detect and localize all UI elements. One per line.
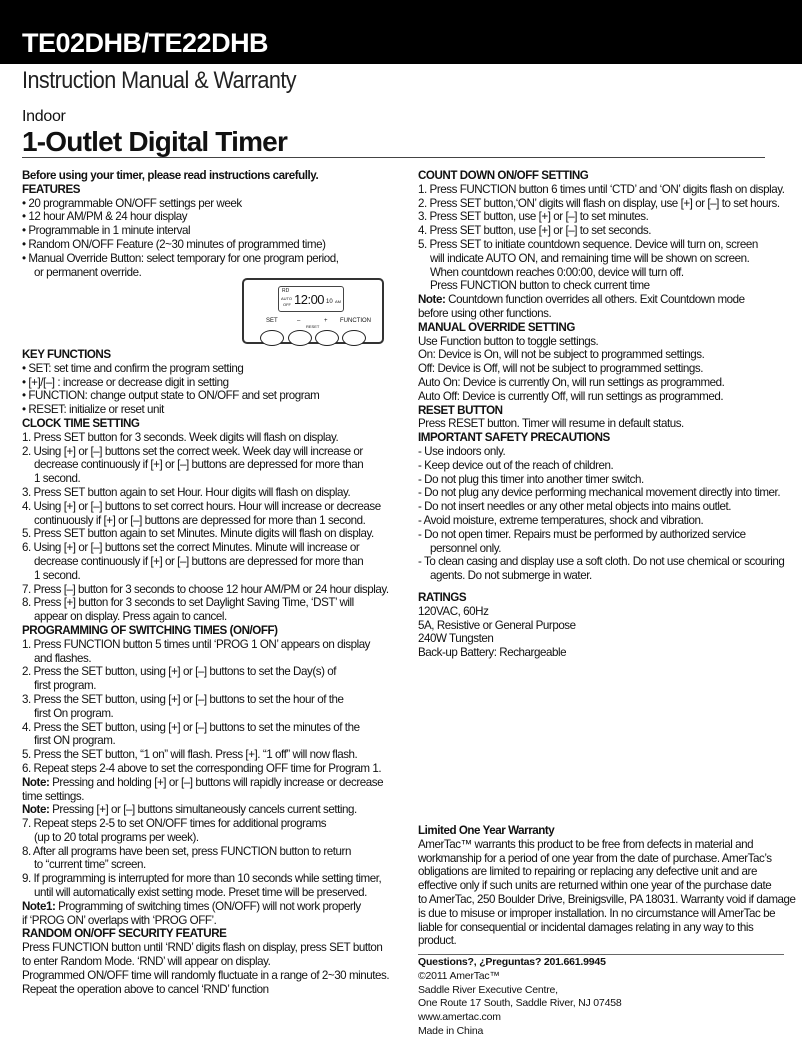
text-line: 2. Using [+] or [–] buttons set the correct week. Week day will increase or — [22, 444, 363, 458]
text-line: 7. Repeat steps 2-5 to set ON/OFF times for additional programs — [22, 817, 327, 831]
plus-button — [315, 330, 339, 346]
text-line: decrease continuously if [+] or [–] buttons are depressed for more than — [34, 458, 364, 472]
text-line: 3. Press the SET button, using [+] or [–] buttons to set the hour of the — [22, 692, 344, 706]
text-line: continuously if [+] or [–] buttons are depressed for more than 1 second. — [34, 513, 366, 527]
text-line: 5. Press the SET button, “1 on” will flash. Press [+]. “1 off” will now flash. — [22, 748, 358, 762]
reset-label: RESET — [306, 324, 320, 329]
text-line: 6. Using [+] or [–] buttons set the correct Minutes. Minute will increase or — [22, 541, 360, 555]
minus-label: – — [297, 318, 301, 324]
text-line: 6. Repeat steps 2-4 above to set the corresponding OFF time for Program 1. — [22, 761, 382, 775]
text-line: On: Device is On, will not be subject to programmed settings. — [418, 348, 705, 362]
text-line: Repeat the operation above to cancel ‘RND’ function — [22, 982, 269, 996]
text-line: first ON program. — [34, 734, 116, 748]
section-heading: Questions?, ¿Preguntas? 201.661.9945 — [418, 956, 606, 968]
text-line: 1 second. — [34, 472, 81, 486]
note-text: Pressing and holding [+] or [–] buttons will rapidly increase or decrease — [49, 775, 384, 789]
text-line: to “current time” screen. — [34, 858, 146, 872]
text-line: to AmerTac, 250 Boulder Drive, Breinigsville, PA 18031. Warranty void if damage — [418, 892, 796, 906]
text-line: obligations are limited to repairing or replacing any defective unit and are — [418, 865, 757, 879]
text-line — [418, 293, 785, 307]
text-line: • [+]/[–] : increase or decrease digit in setting — [22, 375, 229, 389]
text-line: AmerTac™ warrants this product to be free from defects in material and — [418, 837, 754, 851]
text-line: 5. Press SET to initiate countdown sequence. Device will turn on, screen — [418, 237, 758, 251]
text-line: Auto On: Device is currently On, will run settings as programmed. — [418, 375, 725, 389]
timer-illustration — [242, 278, 384, 344]
lcd-rnd: RD — [282, 288, 290, 294]
text-line: personnel only. — [430, 541, 502, 555]
text-line: (up to 20 total programs per week). — [34, 830, 199, 844]
text-line — [22, 776, 389, 790]
text-line: 240W Tungsten — [418, 632, 494, 646]
text-line: to enter Random Mode. ‘RND’ will appear on display. — [22, 955, 271, 969]
text-line — [22, 900, 389, 914]
text-line: product. — [418, 934, 457, 948]
text-line: appear on display. Press again to cancel. — [34, 610, 227, 624]
section-heading: MANUAL OVERRIDE SETTING — [418, 320, 575, 334]
text-line: effective only if such units are returned within one year of the purchase date — [418, 879, 772, 893]
text-line: Press FUNCTION button until ‘RND’ digits flash on display, press SET button — [22, 941, 383, 955]
text-line: ©2011 AmerTac™ — [418, 969, 500, 982]
text-line: Programmed ON/OFF time will randomly fluctuate in a range of 2~30 minutes. — [22, 968, 390, 982]
text-line: 3. Press SET button, use [+] or [–] to set minutes. — [418, 210, 649, 224]
text-line: Made in China — [418, 1024, 484, 1037]
text-line: • 12 hour AM/PM & 24 hour display — [22, 210, 188, 224]
text-line: 3. Press SET button again to set Hour. Hour digits will flash on display. — [22, 485, 351, 499]
text-line: or permanent override. — [34, 265, 142, 279]
text-line: Press RESET button. Timer will resume in default status. — [418, 417, 684, 431]
lcd-display — [278, 286, 344, 312]
note-text: Programming of switching times (ON/OFF) will not work properly — [55, 899, 361, 913]
text-line: 5. Press SET button again to set Minutes. Minute digits will flash on display. — [22, 527, 374, 541]
text-line: • Manual Override Button: select temporary for one program period, — [22, 251, 339, 265]
text-line: 7. Press [–] button for 3 seconds to choose 12 hour AM/PM or 24 hour display. — [22, 582, 389, 596]
set-label: SET — [266, 318, 278, 324]
lcd-auto: AUTO — [281, 296, 293, 301]
text-line: - Keep device out of the reach of children. — [418, 458, 614, 472]
text-line — [418, 583, 785, 591]
section-heading: RATINGS — [418, 590, 467, 604]
minus-button — [288, 330, 312, 346]
text-line: - Do not plug any device performing mechanical movement directly into timer. — [418, 486, 781, 500]
note-label: Note1: — [22, 899, 56, 913]
text-line: first program. — [34, 679, 96, 693]
text-line: www.amertac.com — [418, 1011, 501, 1024]
product-title: 1-Outlet Digital Timer — [22, 126, 288, 157]
warranty-section — [418, 824, 796, 948]
text-line: will indicate AUTO ON, and remaining time will be shown on screen. — [430, 251, 750, 265]
text-line: • RESET: initialize or reset unit — [22, 403, 164, 417]
text-line: 1. Press SET button for 3 seconds. Week digits will flash on display. — [22, 430, 339, 444]
text-line: Saddle River Executive Centre, — [418, 983, 558, 996]
section-heading: IMPORTANT SAFETY PRECAUTIONS — [418, 431, 610, 445]
lcd-off: OFF — [283, 302, 291, 307]
text-line: agents. Do not submerge in water. — [430, 569, 592, 583]
model-number: TE02DHB/TE22DHB — [22, 28, 269, 58]
text-line: 9. If programming is interrupted for more than 10 seconds while setting timer, — [22, 872, 382, 886]
text-line: 2. Press the SET button, using [+] or [–] buttons to set the Day(s) of — [22, 665, 337, 679]
text-line: decrease continuously if [+] or [–] buttons are depressed for more than — [34, 554, 364, 568]
instructions-left — [22, 348, 389, 996]
header-bar — [0, 0, 802, 64]
lcd-time: 12:00 — [294, 292, 325, 307]
text-line: until will automatically exist setting mode. Preset time will be preserved. — [34, 886, 367, 900]
text-line: before using other functions. — [418, 306, 552, 320]
text-line: - Avoid moisture, extreme temperatures, shock and vibration. — [418, 513, 704, 527]
text-line: 1. Press FUNCTION button 5 times until ‘PROG 1 ON’ appears on display — [22, 637, 371, 651]
section-heading: PROGRAMMING OF SWITCHING TIMES (ON/OFF) — [22, 623, 278, 637]
text-line: When countdown reaches 0:00:00, device will turn off. — [430, 265, 684, 279]
note-label: Note: — [22, 775, 50, 789]
title-divider — [22, 157, 765, 158]
text-line: 120VAC, 60Hz — [418, 604, 489, 618]
text-line: - To clean casing and display use a soft cloth. Do not use chemical or scouring — [418, 555, 785, 569]
text-line — [22, 803, 389, 817]
text-line: if ‘PROG ON’ overlaps with ‘PROG OFF’. — [22, 913, 217, 927]
function-button — [342, 330, 366, 346]
document-subtitle: Instruction Manual & Warranty — [22, 67, 297, 94]
section-heading: RESET BUTTON — [418, 403, 503, 417]
text-line: • Programmable in 1 minute interval — [22, 224, 191, 238]
text-line: - Use indoors only. — [418, 444, 506, 458]
text-line: 8. Press [+] button for 3 seconds to set Daylight Saving Time, ‘DST’ will — [22, 596, 354, 610]
lcd-ampm: AM — [335, 299, 341, 304]
note-label: Note: — [22, 803, 50, 817]
section-heading: KEY FUNCTIONS — [22, 348, 111, 361]
text-line: • 20 programmable ON/OFF settings per week — [22, 196, 242, 210]
text-line: Auto Off: Device is currently Off, will run settings as programmed. — [418, 389, 724, 403]
text-line: • FUNCTION: change output state to ON/OFF and set program — [22, 389, 320, 403]
text-line: first On program. — [34, 706, 114, 720]
text-line: liable for consequential or incidental damages relating in any way to this — [418, 920, 754, 934]
text-line: 1. Press FUNCTION button 6 times until ‘CTD’ and ‘ON’ digits flash on display. — [418, 182, 785, 196]
note-text: Pressing [+] or [–] buttons simultaneously cancels current setting. — [49, 803, 357, 817]
text-line: workmanship for a period of one year from the date of purchase. AmerTac’s — [418, 851, 772, 865]
note-label: Note: — [418, 293, 446, 307]
section-heading: Before using your timer, please read instructions carefully. — [22, 169, 319, 182]
text-line: is due to misuse or improper installation. In no circumstance will AmerTac be — [418, 906, 776, 920]
text-line: Off: Device is Off, will not be subject to programmed settings. — [418, 362, 704, 376]
text-line: 5A, Resistive or General Purpose — [418, 618, 576, 632]
section-heading: RANDOM ON/OFF SECURITY FEATURE — [22, 927, 227, 941]
text-line: Back-up Battery: Rechargeable — [418, 646, 567, 660]
section-heading: FEATURES — [22, 182, 81, 196]
contact-footer — [418, 957, 622, 1040]
plus-label: + — [324, 318, 328, 324]
text-line: - Do not plug this timer into another timer switch. — [418, 472, 644, 486]
text-line: Use Function button to toggle settings. — [418, 334, 599, 348]
text-line: 4. Using [+] or [–] buttons to set correct hours. Hour will increase or decrease — [22, 499, 381, 513]
text-line: 1 second. — [34, 568, 81, 582]
section-heading: COUNT DOWN ON/OFF SETTING — [418, 169, 589, 182]
section-heading: Limited One Year Warranty — [418, 824, 555, 837]
lcd-seconds: 10 — [326, 299, 333, 305]
text-line: and flashes. — [34, 651, 92, 665]
text-line: - Do not insert needles or any other metal objects into mains outlet. — [418, 500, 732, 514]
section-heading: CLOCK TIME SETTING — [22, 416, 140, 430]
instructions-right — [418, 169, 785, 660]
text-line: One Route 17 South, Saddle River, NJ 07458 — [418, 997, 622, 1010]
footer-divider — [418, 954, 784, 955]
note-text: Countdown function overrides all others. Exit Countdown mode — [445, 293, 745, 307]
text-line: • SET: set time and confirm the program setting — [22, 361, 244, 375]
set-button — [260, 330, 284, 346]
text-line: 2. Press SET button,‘ON’ digits will flash on display, use [+] or [–] to set hours. — [418, 196, 780, 210]
text-line: 4. Press the SET button, using [+] or [–] buttons to set the minutes of the — [22, 720, 360, 734]
function-label: FUNCTION — [340, 318, 371, 324]
text-line: • Random ON/OFF Feature (2~30 minutes of programmed time) — [22, 237, 326, 251]
text-line: 4. Press SET button, use [+] or [–] to set seconds. — [418, 224, 652, 238]
product-category: Indoor — [22, 108, 66, 125]
features-section — [22, 169, 339, 279]
text-line: 8. After all programs have been set, press FUNCTION button to return — [22, 844, 351, 858]
text-line: - Do not open timer. Repairs must be performed by authorized service — [418, 527, 746, 541]
text-line: time settings. — [22, 789, 85, 803]
text-line: Press FUNCTION button to check current time — [430, 279, 650, 293]
